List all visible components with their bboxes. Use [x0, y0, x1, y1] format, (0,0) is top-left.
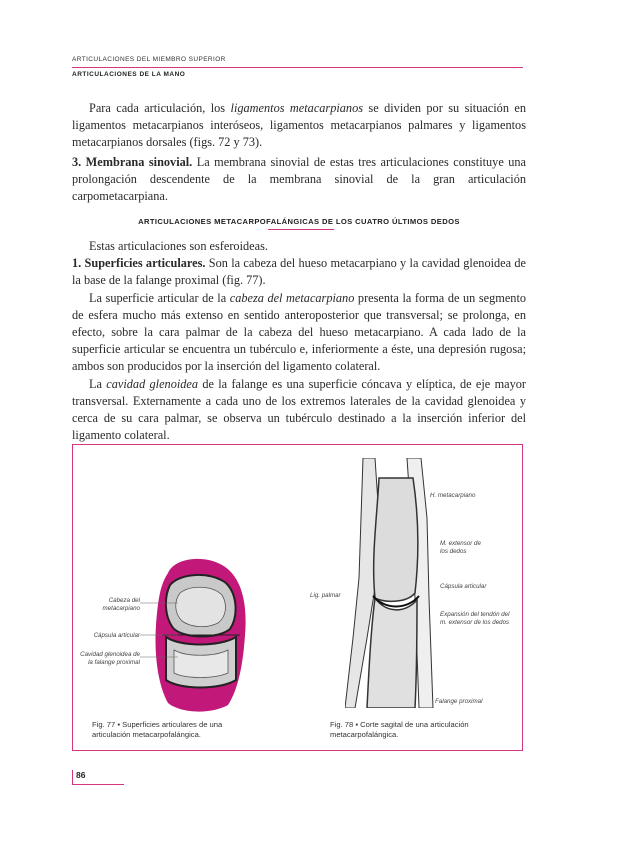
section-title: ARTICULACIONES METACARPOFALÁNGICAS DE LOS CUATRO ÚLTIMOS DEDOS — [138, 217, 460, 226]
paragraph-type: Estas articulaciones son esferoideas. — [89, 239, 268, 253]
label-proximal-phalanx: Falange proximal — [435, 698, 483, 705]
paragraph-cavity: La cavidad glenoidea de la falange es una superficie cóncava y elíptica, de eje mayor transversal. Externamente a cada uno de los extremos laterales de la cavidad glenoidea y cerca de su cara palmar, se observa un tubérculo destinado a la inserción inferior del ligamento colateral. — [72, 376, 526, 443]
label-extensor-expansion: Expansión del tendón del m. extensor de los dedos — [440, 611, 510, 626]
page-number-rule-left — [72, 770, 73, 784]
label-metacarpal-head: Cabeza del metacarpiano — [102, 597, 140, 612]
paragraph-ligaments: Para cada articulación, los ligamentos metacarpianos se dividen por su situación en ligamentos metacarpianos interóseos, ligamentos metacarpianos palmares y ligamentos metacarpianos dorsales (figs. 72 y 73). — [72, 101, 526, 150]
running-header: ARTICULACIONES DEL MIEMBRO SUPERIOR — [72, 56, 226, 63]
caption-fig78: Fig. 78 ▪ Corte sagital de una articulación metacarpofalángica. — [330, 720, 469, 739]
label-metacarpal-bone: H. metacarpiano — [430, 492, 476, 499]
label-capsule-78: Cápsula articular — [440, 583, 487, 590]
paragraph-synovial: 3. Membrana sinovial. La membrana sinovial de estas tres articulaciones constituye una prolongación descendente de la membrana sinovial de la gran articulación carpometacarpiana. — [72, 154, 526, 204]
page-number: 86 — [76, 770, 86, 780]
label-glenoid-cavity: Cavidad glenoidea de la falange proximal — [80, 651, 140, 666]
paragraph-head: La superficie articular de la cabeza del metacarpiano presenta la forma de un segmento de esfera mucho más extenso en sentido anteroposterior que transversal; se prolonga, en efecto, sobre la cara palmar de la cabeza del hueso metacarpiano. A cada lado de la superficie articular se encuentra un tubérculo e, inferiormente a éste, una depresión rugosa; ambos son producidos por la inserción del ligamento colateral. — [72, 290, 527, 374]
label-capsule-77: Cápsula articular — [93, 632, 140, 639]
label-extensor-muscle: M. extensor de los dedos — [440, 540, 481, 555]
header-rule — [72, 67, 523, 68]
title-underline — [268, 229, 334, 230]
intro-text — [72, 100, 526, 205]
section-header: ARTICULACIONES DE LA MANO — [72, 71, 186, 78]
paragraph-surfaces: 1. Superficies articulares. Son la cabeza del hueso metacarpiano y la cavidad glenoidea de la base de la falange proximal (fig. 77). — [72, 256, 526, 288]
caption-fig77: Fig. 77 ▪ Superficies articulares de una articulación metacarpofalángica. — [92, 720, 223, 739]
page-number-rule — [72, 784, 124, 785]
label-palmar-ligament: Lig. palmar — [310, 592, 341, 599]
section-text — [72, 238, 526, 444]
